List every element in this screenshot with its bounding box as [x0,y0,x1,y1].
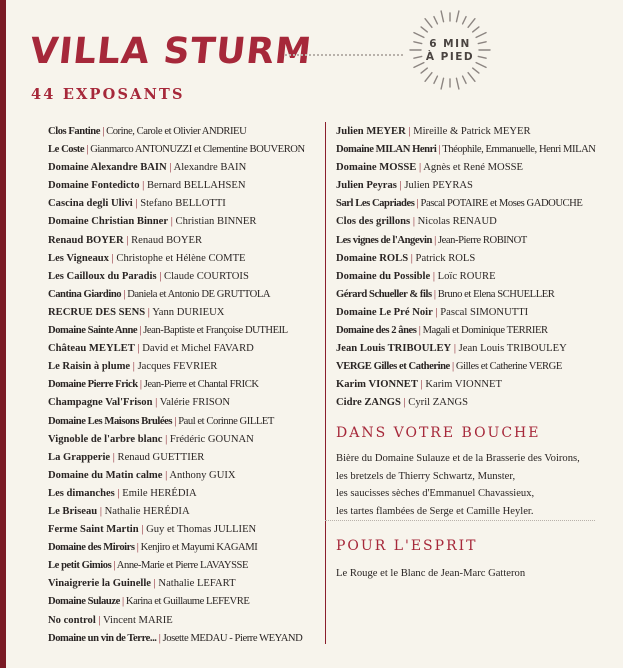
exhibitor-row [336,376,616,394]
exhibitor-name: No control [48,614,96,626]
exhibitor-people: Cyril ZANGS [408,397,469,409]
exhibitor-list-left [48,123,318,648]
exhibitor-row [48,195,318,213]
exhibitor-row [48,521,318,539]
separator: | [135,198,138,210]
exhibitor-row [48,431,318,449]
badge-line-1: 6 MIN [429,38,471,50]
section-divider [325,520,595,521]
exhibitor-people: Magali et Dominique TERRIER [422,325,548,337]
exhibitor-row [336,159,616,177]
exhibitor-row [48,268,318,286]
exhibitor-name: VERGE Gilles et Catherine [336,361,450,373]
sunburst-ray [434,17,437,24]
exhibitor-name: La Grapperie [48,451,111,463]
separator: | [123,288,126,300]
esprit-description: Le Rouge et le Blanc de Jean-Marc Gatteron [336,568,526,579]
exhibitor-name: Le petit Gimios [48,560,112,572]
exhibitor-people: Karim VIONNET [425,379,502,391]
exhibitor-name: Gérard Schueller & fils [336,288,432,300]
exhibitor-row [48,213,318,231]
exhibitor-row [48,123,318,141]
exhibitor-row [336,358,616,376]
exhibitor-people: Stefano BELLOTTI [140,198,226,210]
exhibitor-name: Le Raisin à plume [48,361,131,373]
exhibitor-row [48,612,318,630]
sunburst-ray [441,11,443,22]
exhibitor-name: Julien Peyras [336,180,397,192]
exhibitor-name: Les Cailloux du Paradis [48,270,157,282]
exhibitor-row [336,232,616,250]
column-divider [325,122,326,644]
exhibitor-people: Yann DURIEUX [152,306,225,318]
exhibitor-people: Frédéric GOUNAN [169,433,254,445]
exhibitor-row [48,575,318,593]
exhibitor-people: Pascal SIMONUTTI [440,306,529,318]
exhibitor-name: Vignoble de l'arbre blanc [48,433,163,445]
separator: | [438,144,441,156]
exhibitor-row [48,394,318,412]
separator: | [174,415,176,427]
exhibitor-name: Clos Fantine [48,126,100,137]
separator: | [153,578,156,590]
exhibitor-people: Renaud GUETTIER [117,451,205,463]
exhibitor-row [336,340,616,358]
exhibitor-name: Domaine MOSSE [336,162,417,174]
separator: | [98,614,101,626]
exhibitor-name: Domaine du Matin calme [48,469,163,481]
exhibitor-row [48,358,318,376]
exhibitor-row [48,485,318,503]
exhibitor-name: Domaine des Miroirs [48,542,135,554]
exhibitor-row [336,123,616,141]
esprit-heading: POUR L'ESPRIT [336,538,478,554]
exhibitor-people: Valérie FRISON [159,397,231,409]
exhibitor-name: Cantina Giardino [48,288,122,300]
exhibitor-name: Domaine ROLS [336,252,409,264]
separator: | [170,216,173,228]
exhibitor-name: Domaine Le Pré Noir [336,306,433,318]
exhibitor-people: Jacques FEVRIER [137,361,218,373]
separator: | [408,126,411,137]
separator: | [86,144,88,156]
separator: | [165,433,168,445]
exhibitor-row [48,340,318,358]
separator: | [113,560,116,572]
separator: | [122,596,124,608]
separator: | [434,234,436,246]
separator: | [112,451,115,463]
separator: | [111,252,114,264]
exhibitor-people: Nathalie HERÉDIA [104,505,190,517]
separator: | [155,397,158,409]
separator: | [142,180,145,192]
exhibitor-people: Paul et Corinne GILLET [178,415,274,427]
separator: | [420,379,423,391]
sunburst-ray [468,73,475,82]
exhibitor-people: Vincent MARIE [103,614,173,626]
exhibitor-name: Les dimanches [48,487,115,499]
exhibitor-people: Kenjiro et Mayumi KAGAMI [140,542,258,554]
sunburst-ray [414,33,424,38]
separator: | [141,524,144,536]
separator: | [399,180,402,192]
title-dotted-line [285,54,403,56]
separator: | [165,469,168,481]
exhibitor-people: Anne-Marie et Pierre LAVAYSSE [116,560,249,572]
separator: | [147,306,150,318]
exhibitor-name: Renaud BOYER [48,234,124,246]
separator: | [412,216,415,228]
exhibitor-people: Christophe et Hélène COMTE [116,252,246,264]
exhibitor-people: Karina et Guillaume LEFEVRE [125,596,250,608]
exhibitor-name: Domaine MILAN Henri [336,144,437,156]
exhibitor-row [48,250,318,268]
exhibitor-people: Bruno et Elena SCHUELLER [437,288,555,300]
separator: | [136,542,139,554]
exhibitor-name: Domaine Les Maisons Brulées [48,415,173,427]
exhibitor-row [48,232,318,250]
sunburst-ray [456,11,458,22]
sunburst-ray [463,76,466,83]
separator: | [117,487,120,499]
exhibitor-people: Loïc ROURE [437,270,496,282]
separator: | [452,361,454,373]
exhibitor-row [336,250,616,268]
exhibitor-name: Les vignes de l'Angevin [336,234,432,246]
exhibitor-people: Agnès et René MOSSE [423,162,523,174]
separator: | [418,325,421,337]
exhibitor-people: Mireille & Patrick MEYER [413,126,531,137]
sunburst-ray [476,33,486,38]
exhibitor-row [336,195,616,213]
exhibitor-people: Anthony GUIX [169,469,236,481]
exhibitor-name: Le Briseau [48,505,98,517]
exhibitor-name: Domaine Christian Binner [48,216,169,228]
exhibitor-name: Domaine Pierre Frick [48,379,138,391]
exhibitor-people: Bernard BELLAHSEN [146,180,246,192]
exhibitor-people: Christian BINNER [175,216,257,228]
separator: | [403,397,406,409]
exhibitor-name: Les Vigneaux [48,252,109,264]
separator: | [169,162,172,174]
exhibitor-name: Domaine Fontedicto [48,180,140,192]
separator: | [435,306,438,318]
exhibitor-people: Alexandre BAIN [173,162,247,174]
bouche-line: les saucisses sèches d'Emmanuel Chavassieux, [336,488,535,499]
exhibitor-people: Jean-Pierre ROBINOT [437,234,527,246]
exhibitor-row [336,286,616,304]
exhibitor-name: Champagne Val'Frison [48,397,153,409]
exhibitor-row [48,304,318,322]
exhibitor-row [48,630,318,648]
separator: | [433,288,436,300]
separator: | [126,234,129,246]
exhibitor-people: Jean Louis TRIBOULEY [458,343,567,355]
exhibitor-name: Julien MEYER [336,126,406,137]
sunburst-ray [421,27,427,32]
sunburst-ray [421,68,427,73]
sunburst-ray [456,78,458,89]
separator: | [419,162,422,174]
sunburst-ray [463,17,466,24]
exhibitor-row [48,286,318,304]
exhibitor-name: Domaine Sainte Anne [48,325,138,337]
separator: | [432,270,435,282]
separator: | [158,632,161,644]
exhibitor-people: Patrick ROLS [415,252,476,264]
exhibitor-name: Domaine des 2 ânes [336,325,417,337]
sunburst-ray [468,19,475,28]
exhibitor-people: Jean-Pierre et Chantal FRICK [143,379,259,391]
exhibitor-people: Corine, Carole et Olivier ANDRIEU [106,126,247,137]
exhibitor-row [48,557,318,575]
exhibitor-people: Renaud BOYER [131,234,203,246]
exhibitor-people: Théophile, Emmanuelle, Henri MILAN [442,144,596,156]
exhibitor-row [48,449,318,467]
exhibitor-name: Château MEYLET [48,343,135,355]
separator: | [99,505,102,517]
exhibitor-people: Pascal POTAIRE et Moses GADOUCHE [420,198,583,210]
exhibitor-row [336,213,616,231]
page-title: VILLA STURM [27,31,315,72]
exhibitor-people: Nathalie LEFART [158,578,236,590]
exhibitor-count: 44 EXPOSANTS [31,86,185,103]
sunburst-ray [473,68,479,73]
exhibitor-name: Domaine un vin de Terre... [48,632,157,644]
exhibitor-row [48,159,318,177]
separator: | [137,343,140,355]
bouche-heading: DANS VOTRE BOUCHE [336,425,541,441]
bouche-line: les bretzels de Thierry Schwartz, Munster, [336,470,516,482]
exhibitor-row [48,413,318,431]
exhibitor-row [336,394,616,412]
exhibitor-row [48,177,318,195]
sunburst-ray [425,73,432,82]
sunburst-ray [425,19,432,28]
exhibitor-people: Daniela et Antonio DE GRUTTOLA [127,288,271,300]
exhibitor-name: Domaine Sulauze [48,596,120,608]
exhibitor-people: Claude COURTOIS [164,270,249,282]
separator: | [102,126,104,137]
exhibitor-people: Nicolas RENAUD [417,216,497,228]
exhibitor-list-right [336,123,616,413]
exhibitor-name: RECRUE DES SENS [48,306,146,318]
exhibitor-people: Gilles et Catherine VERGE [455,361,562,373]
exhibitor-row [48,593,318,611]
exhibitor-name: Sarl Les Capriades [336,198,415,210]
separator: | [132,361,135,373]
exhibitor-name: Domaine Alexandre BAIN [48,162,167,174]
exhibitor-row [336,304,616,322]
separator: | [410,252,413,264]
exhibitor-people: Jean-Baptiste et Françoise DUTHEIL [143,325,288,337]
exhibitor-row [48,539,318,557]
exhibitor-row [336,322,616,340]
sunburst-ray [473,27,479,32]
badge-line-2: À PIED [425,51,475,63]
separator: | [453,343,456,355]
exhibitor-name: Clos des grillons [336,216,411,228]
exhibitor-row [336,141,616,159]
exhibitor-people: David et Michel FAVARD [142,343,254,355]
exhibitor-name: Karim VIONNET [336,379,418,391]
exhibitor-row [48,376,318,394]
exhibitor-people: Josette MEDAU - Pierre WEYAND [162,632,303,644]
exhibitor-name: Cidre ZANGS [336,397,401,409]
exhibitor-name: Cascina degli Ulivi [48,198,133,210]
exhibitor-people: Guy et Thomas JULLIEN [146,524,257,536]
bouche-line: les tartes flambées de Serge et Camille Heyler. [336,505,534,517]
exhibitor-people: Emile HERÉDIA [122,487,197,499]
exhibitor-people: Julien PEYRAS [404,180,473,192]
bouche-description [336,450,616,520]
exhibitor-row [336,268,616,286]
bouche-line: Bière du Domaine Sulauze et de la Brasserie des Voirons, [336,453,580,464]
exhibitor-people: Gianmarco ANTONUZZI et Clementine BOUVERON [90,144,305,156]
exhibitor-name: Ferme Saint Martin [48,524,139,536]
exhibitor-name: Vinaigrerie la Guinelle [48,578,151,590]
exhibitor-row [48,503,318,521]
left-accent-bar [0,0,6,668]
exhibitor-row [48,467,318,485]
walking-time-badge [408,38,492,64]
separator: | [416,198,419,210]
exhibitor-name: Jean Louis TRIBOULEY [336,343,452,355]
sunburst-ray [441,78,443,89]
exhibitor-name: Domaine du Possible [336,270,431,282]
separator: | [139,325,142,337]
exhibitor-name: Le Coste [48,144,85,156]
exhibitor-row [336,177,616,195]
exhibitor-row [48,322,318,340]
exhibitor-row [48,141,318,159]
sunburst-ray [434,76,437,83]
separator: | [139,379,142,391]
separator: | [159,270,162,282]
